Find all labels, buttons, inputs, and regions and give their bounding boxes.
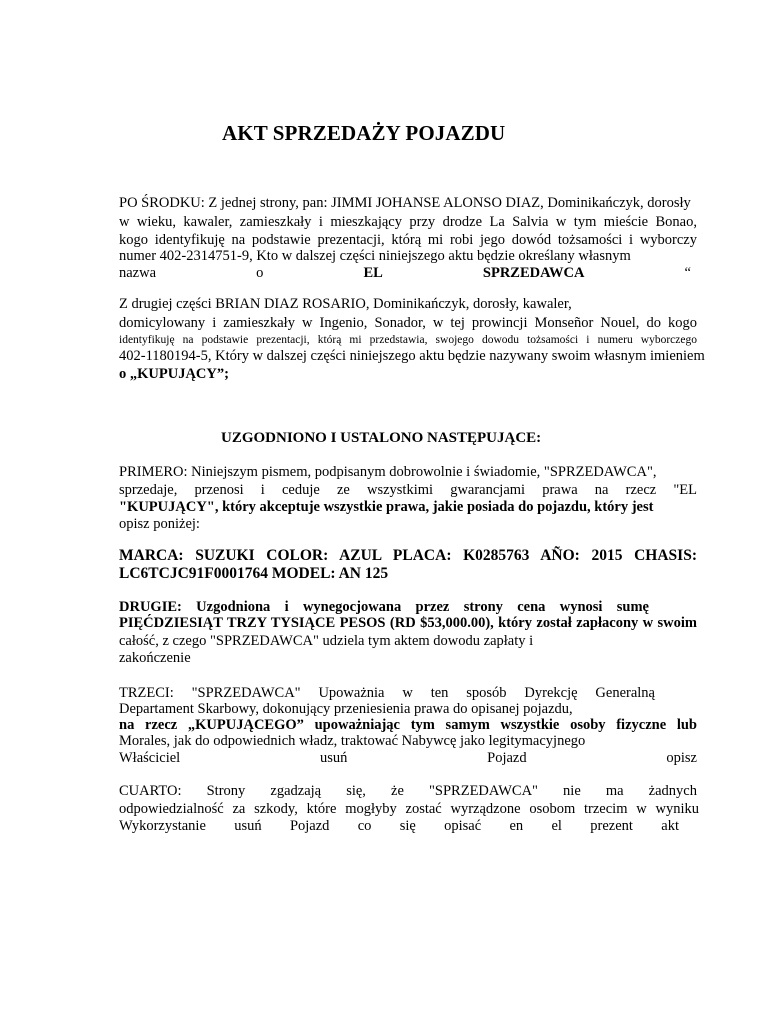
trzeci-word-1: Właściciel xyxy=(119,750,181,766)
p2-line-3: identyfikuję na podstawie prezentacji, którą mi przedstawia, swojego dowodu tożsamości i numeru wyborczego xyxy=(119,334,697,346)
trzeci-line-4: Morales, jak do odpowiednich władz, traktować Nabywcę jako legitymacyjnego xyxy=(119,733,586,749)
cuarto-word-6: opisać xyxy=(444,818,482,834)
primero-line-3: "KUPUJĄCY", który akceptuje wszystkie prawa, jakie posiada do pojazdu, który jest xyxy=(119,499,654,515)
vehicle-line-2: LC6TCJC91F0001764 MODEL: AN 125 xyxy=(119,565,389,582)
cuarto-word-4: co xyxy=(357,818,372,834)
primero-line-2: sprzedaje, przenosi i ceduje ze wszystkimi gwarancjami prawa na rzecz "EL xyxy=(119,482,697,498)
p1-line-2: w wieku, kawaler, zamieszkały i mieszkający przy drodze La Salvia w tym mieście Bonao, xyxy=(119,214,697,230)
p1-word-o: o xyxy=(256,265,264,281)
trzeci-line-5 xyxy=(119,749,697,767)
cuarto-word-1: Wykorzystanie xyxy=(119,818,206,834)
p2-line-4: 402-1180194-5, Który w dalszej części niniejszego aktu będzie nazywany swoim własnym imieniem xyxy=(119,348,705,364)
primero-line-1: PRIMERO: Niniejszym pismem, podpisanym dobrowolnie i świadomie, "SPRZEDAWCA", xyxy=(119,464,657,480)
cuarto-word-2: usuń xyxy=(234,818,262,834)
drugie-line-1: DRUGIE: Uzgodniona i wynegocjowana przez strony cena wynosi sumę xyxy=(119,599,649,615)
drugie-line-4: zakończenie xyxy=(119,650,191,666)
trzeci-line-3: na rzecz „KUPUJĄCEGO” upoważniając tym samym wszystkie osoby fizyczne lub xyxy=(119,717,697,733)
primero-line-4: opisz poniżej: xyxy=(119,516,200,532)
p1-word-nazwa: nazwa xyxy=(119,265,157,281)
p1-word-el: EL xyxy=(363,265,383,281)
p1-line-5 xyxy=(119,264,691,282)
p2-line-2: domicylowany i zamieszkały w Ingenio, Sonador, w tej prowincji Monseñor Nouel, do kogo xyxy=(119,315,697,331)
cuarto-word-5: się xyxy=(399,818,416,834)
p1-line-3: kogo identyfikuję na podstawie prezentacji, którą mi robi jego dowód tożsamości i wyborczy xyxy=(119,232,697,248)
drugie-line-3: całość, z czego "SPRZEDAWCA" udziela tym aktem dowodu zapłaty i xyxy=(119,633,534,649)
p1-word-quote: “ xyxy=(684,265,691,281)
cuarto-line-1: CUARTO: Strony zgadzają się, że "SPRZEDAWCA" nie ma żadnych xyxy=(119,783,697,799)
cuarto-word-10: akt xyxy=(661,818,679,834)
vehicle-line-1: MARCA: SUZUKI COLOR: AZUL PLACA: K0285763 AÑO: 2015 CHASIS: xyxy=(119,547,697,564)
trzeci-word-2: usuń xyxy=(319,750,348,766)
trzeci-word-3: Pojazd xyxy=(487,750,527,766)
section-heading: UZGODNIONO I USTALONO NASTĘPUJĄCE: xyxy=(221,430,542,446)
cuarto-word-8: el xyxy=(551,818,562,834)
cuarto-word-3: Pojazd xyxy=(289,818,330,834)
p2-line-1: Z drugiej części BRIAN DIAZ ROSARIO, Dominikańczyk, dorosły, kawaler, xyxy=(119,296,572,312)
cuarto-word-7: en xyxy=(509,818,524,834)
p1-line-4: numer 402-2314751-9, Kto w dalszej części niniejszego aktu będzie określany własnym xyxy=(119,248,631,264)
trzeci-line-1: TRZECI: "SPRZEDAWCA" Upoważnia w ten sposób Dyrekcję Generalną xyxy=(119,685,655,701)
drugie-line-2: PIĘĆDZIESIĄT TRZY TYSIĄCE PESOS (RD $53,000.00), który został zapłacony w swoim xyxy=(119,615,697,631)
cuarto-line-3 xyxy=(119,817,679,835)
p1-line-1: PO ŚRODKU: Z jednej strony, pan: JIMMI JOHANSE ALONSO DIAZ, Dominikańczyk, dorosły xyxy=(119,195,691,211)
cuarto-line-2: odpowiedzialność za szkody, które mogłyby zostać wyrządzone osobom trzecim w wyniku xyxy=(119,801,699,817)
trzeci-word-4: opisz xyxy=(666,750,697,766)
cuarto-word-9: prezent xyxy=(590,818,633,834)
trzeci-line-2: Departament Skarbowy, dokonujący przeniesienia prawa do opisanej pojazdu, xyxy=(119,701,573,717)
document-title: AKT SPRZEDAŻY POJAZDU xyxy=(222,121,506,145)
p2-line-5: o „KUPUJĄCY”; xyxy=(119,366,229,382)
p1-word-sprzedawca: SPRZEDAWCA xyxy=(482,265,585,281)
